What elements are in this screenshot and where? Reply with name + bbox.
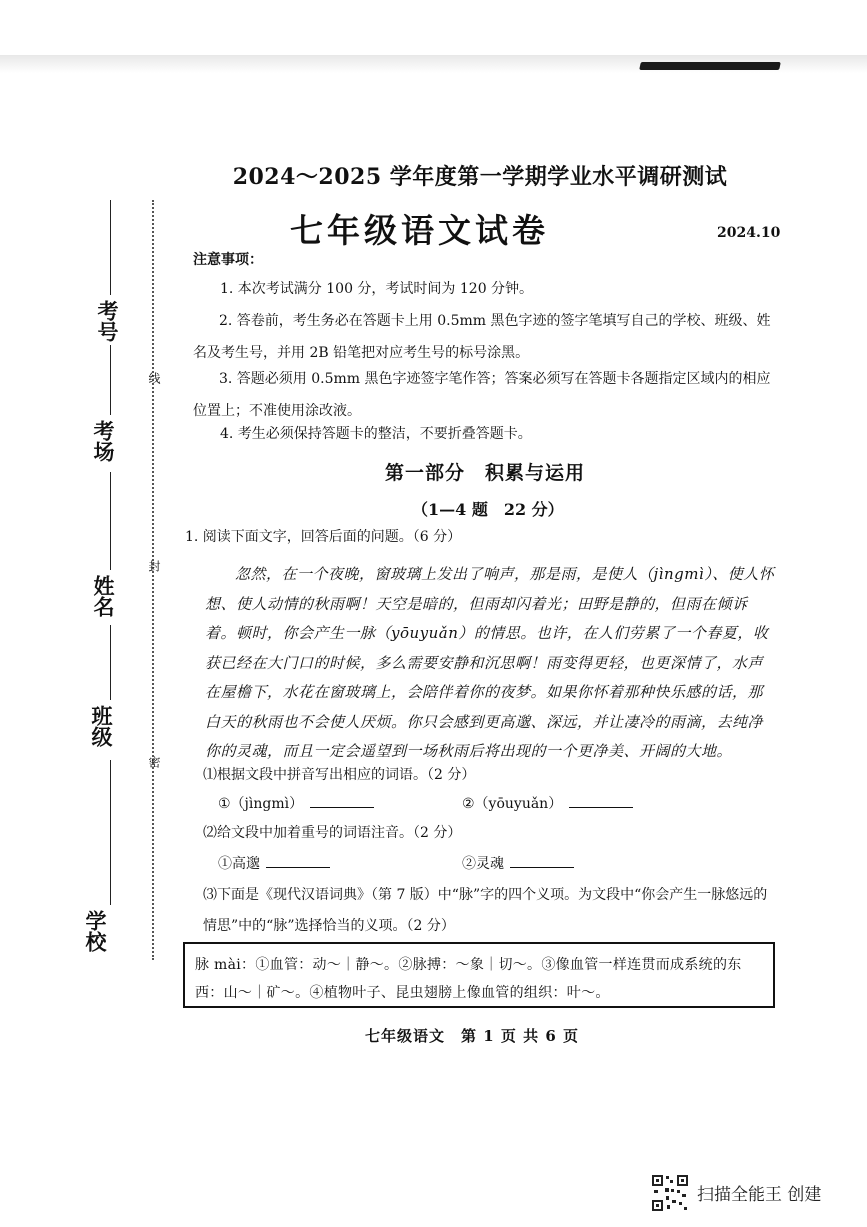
note-item: 1. 本次考试满分 100 分，考试时间为 120 分钟。	[220, 281, 534, 297]
qr-code-icon	[651, 1174, 689, 1212]
answer-item	[462, 853, 574, 873]
answer-item	[218, 853, 330, 873]
seal-mark-feng: 封	[147, 560, 161, 572]
side-label-kaohao: 考号	[95, 300, 120, 342]
sub-question-1: ⑴根据文段中拼音写出相应的词语。（2 分）	[203, 767, 476, 783]
side-blank-line	[110, 200, 111, 295]
exam-date: 2024.10	[717, 225, 781, 241]
answer-label: ①高邈	[218, 856, 260, 872]
side-label-xuexiao: 学校	[83, 910, 108, 952]
side-blank-line	[110, 472, 111, 570]
binding-dotted-line	[152, 200, 154, 960]
page-footer: 七年级语文 第 1 页 共 6 页	[365, 1027, 579, 1045]
answer-item	[218, 793, 374, 813]
note-item: 4. 考生必须保持答题卡的整洁，不要折叠答题卡。	[220, 426, 532, 442]
note-item: 2. 答卷前，考生务必在答题卡上用 0.5mm 黑色字迹的签字笔填写自己的学校、班级、姓名及考生号，并用 2B 铅笔把对应考生号的标号涂黑。	[193, 313, 771, 361]
sub-question-2: ⑵给文段中加着重号的词语注音。（2 分）	[203, 825, 462, 841]
side-label-xingming: 姓名	[91, 575, 116, 617]
answer-blank[interactable]	[266, 853, 330, 868]
sub-question-3: ⑶下面是《现代汉语词典》（第 7 版）中“脉”字的四个义项。为文段中“你会产生一脉悠远的情思”中的“脉”选择恰当的义项。（2 分）	[203, 887, 768, 934]
answer-blank[interactable]	[510, 853, 574, 868]
side-blank-line	[110, 625, 111, 700]
side-blank-line	[110, 760, 111, 905]
side-label-kaochang: 考场	[91, 420, 116, 462]
note-item: 3. 答题必须用 0.5mm 黑色字迹签字笔作答；答案必须写在答题卡各题指定区域内的相应位置上；不准使用涂改液。	[193, 371, 771, 419]
side-label-banji: 班级	[89, 705, 114, 747]
section-subtitle: （1—4 题 22 分）	[412, 500, 564, 519]
seal-mark-mi: 密	[147, 756, 161, 768]
dictionary-definition-box: 脉 mài：①血管：动～｜静～。②脉搏：～象｜切～。③像血管一样连贯而成系统的东西：山～｜矿～。④植物叶子、昆虫翅膀上像血管的组织：叶～。	[183, 942, 775, 1008]
notes-heading: 注意事项：	[193, 252, 263, 268]
scanner-watermark: 扫描全能王 创建	[697, 1185, 822, 1205]
question-stem: 1. 阅读下面文字，回答后面的问题。（6 分）	[185, 529, 462, 545]
answer-blank[interactable]	[310, 793, 374, 808]
reading-passage: 忽然，在一个夜晚，窗玻璃上发出了响声，那是雨，是使人（jìngmì）、使人怀想、使人动情的秋雨啊！天空是暗的，但雨却闪着光；田野是静的，但雨在倾诉着。顿时，你会产生一脉（yōuyuǎn）的情思。也许，在人们劳累了一个春夏，收获已经在大门口的时候，多么需要安静和沉思啊！雨变得更轻，也更深情了，水声在屋檐下，水花在窗玻璃上，会陪伴着你的夜梦。如果你怀着那种快乐感的话，那白天的秋雨也不会使人厌烦。你只会感到更高邈、深远，并让凄冷的雨滴，去纯净你的灵魂，而且一定会遥望到一场秋雨后将出现的一个更净美、开阔的大地。	[205, 565, 775, 760]
section-title: 第一部分 积累与运用	[385, 462, 586, 484]
paper-title: 七年级语文试卷	[290, 211, 549, 250]
answer-label: ①（jìngmì）	[218, 796, 304, 812]
scan-edge-mark	[639, 62, 781, 70]
answer-item	[462, 793, 633, 813]
side-blank-line	[110, 345, 111, 415]
answer-blank[interactable]	[569, 793, 633, 808]
answer-label: ②（yōuyuǎn）	[462, 796, 563, 812]
seal-mark-xian: 线	[147, 372, 161, 384]
exam-title: 2024～2025 学年度第一学期学业水平调研测试	[232, 164, 728, 190]
answer-label: ②灵魂	[462, 856, 504, 872]
